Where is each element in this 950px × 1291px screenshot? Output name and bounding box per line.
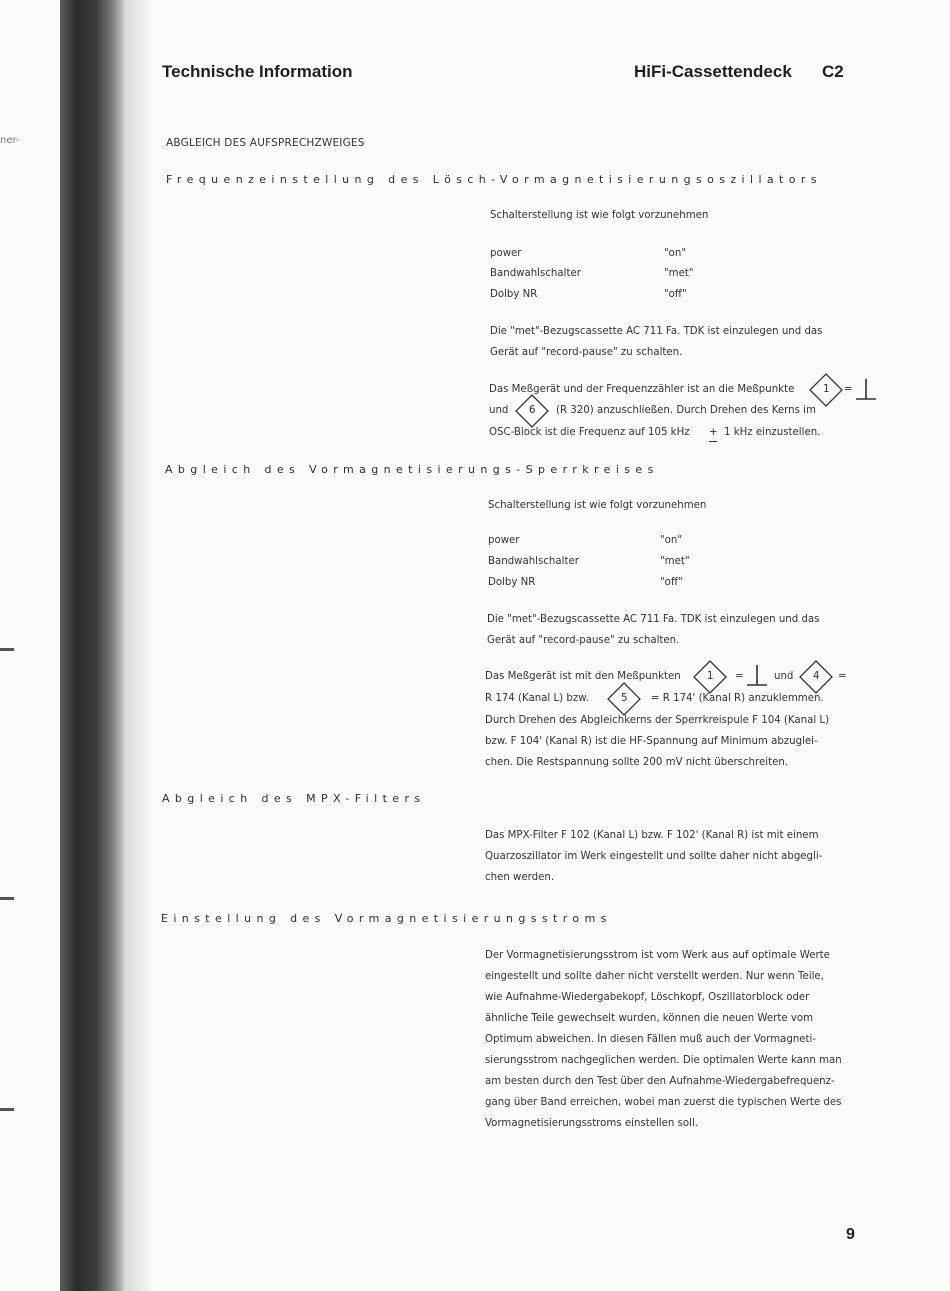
text-line: sierungsstrom nachgeglichen werden. Die optimalen Werte kann man [485,1055,842,1066]
text-und: und [774,671,794,682]
binding-edge [124,0,154,1291]
point-label: 1 [823,384,830,395]
text-line: OSC-Block ist die Frequenz auf 105 kHz [489,427,690,438]
section-title: ABGLEICH DES AUFSPRECHZWEIGES [166,137,365,149]
margin-mark [0,1108,14,1111]
point-label: 1 [707,671,714,682]
point-label: 4 [813,671,820,682]
header-model: C2 [822,62,844,81]
text-line: bzw. F 104' (Kanal R) ist die HF-Spannung auf Minimum abzuglei- [485,736,818,747]
text-line: eingestellt und sollte daher nicht verstellt werden. Nur wenn Teile, [485,971,824,982]
setting-value: "off" [664,289,687,300]
setting-label: Dolby NR [490,289,538,300]
plus-minus-sign: + [709,427,718,438]
paragraph [485,945,842,1134]
header-title: Technische Information [162,62,353,81]
switch-intro: Schalterstellung ist wie folgt vorzunehmen [488,500,707,511]
text-line: R 174 (Kanal L) bzw. [485,693,589,704]
heading-trap-circuit: Abgleich des Vormagnetisierungs-Sperrkreises [165,463,659,476]
margin-mark [0,897,14,900]
equals-sign: = [838,671,847,682]
text-line: wie Aufnahme-Wiedergabekopf, Löschkopf, Oszillatorblock oder [485,992,810,1003]
setting-value: "off" [660,577,683,588]
text-line: gang über Band erreichen, wobei man zuerst die typischen Werte des [485,1097,842,1108]
text-line: am besten durch den Test über den Aufnahme-Wiedergabefrequenz- [485,1076,835,1087]
heading-oscillator: Frequenzeinstellung des Lösch-Vormagnetisierungsoszillators [166,173,822,186]
switch-intro: Schalterstellung ist wie folgt vorzunehmen [490,210,709,221]
text-line: Die "met"-Bezugscassette AC 711 Fa. TDK ist einzulegen und das [490,326,823,337]
equals-sign: = [844,384,853,395]
minus-bar [709,441,717,442]
text-line: 1 kHz einzustellen. [724,427,821,438]
binding-shadow [60,0,124,1291]
setting-value: "on" [664,248,687,259]
text-line: Quarzoszillator im Werk eingestellt und sollte daher nicht abgegli- [485,851,823,862]
text-line: = R 174' (Kanal R) anzuklemmen. [651,693,824,704]
paragraph [485,710,829,773]
margin-note: ner- [0,135,20,146]
setting-label: power [488,535,520,546]
text-line: chen. Die Restspannung sollte 200 mV nicht überschreiten. [485,757,789,768]
text-line: Gerät auf "record-pause" zu schalten. [490,347,683,358]
margin-mark [0,648,14,651]
point-label: 5 [621,693,628,704]
ground-icon [854,378,878,406]
setting-label: Dolby NR [488,577,536,588]
text-line: (R 320) anzuschließen. Durch Drehen des Kerns im [556,405,816,416]
point-label: 6 [529,405,536,416]
setting-label: power [490,248,522,259]
text-line: chen werden. [485,872,555,883]
text-line: Vormagnetisierungsstroms einstellen soll. [485,1118,699,1129]
equals-sign: = [735,671,744,682]
setting-value: "on" [660,535,683,546]
paragraph [487,609,819,651]
text-line: ähnliche Teile gewechselt wurden, können die neuen Werte vom [485,1013,814,1024]
paragraph [485,825,822,888]
setting-label: Bandwahlschalter [490,268,581,279]
setting-label: Bandwahlschalter [488,556,579,567]
text-line: Das Meßgerät ist mit den Meßpunkten [485,671,681,682]
paragraph [490,321,822,363]
ground-icon [745,664,769,692]
heading-bias-current: Einstellung des Vormagnetisierungsstroms [161,912,612,925]
page-number: 9 [846,1226,855,1243]
text-line: Das MPX-Filter F 102 (Kanal L) bzw. F 102' (Kanal R) ist mit einem [485,830,819,841]
setting-value: "met" [664,268,694,279]
text-und: und [489,405,509,416]
text-line: Durch Drehen des Abgleichkerns der Sperrkreispule F 104 (Kanal L) [485,715,830,726]
setting-value: "met" [660,556,690,567]
header-product: HiFi-Cassettendeck [634,62,792,81]
text-line: Das Meßgerät und der Frequenzzähler ist an die Meßpunkte [489,384,795,395]
text-line: Die "met"-Bezugscassette AC 711 Fa. TDK ist einzulegen und das [487,614,820,625]
heading-mpx-filter: Abgleich des MPX-Filters [162,792,426,805]
text-line: Optimum abweichen. In diesen Fällen muß auch der Vormagneti- [485,1034,817,1045]
text-line: Der Vormagnetisierungsstrom ist vom Werk aus auf optimale Werte [485,950,830,961]
text-line: Gerät auf "record-pause" zu schalten. [487,635,680,646]
